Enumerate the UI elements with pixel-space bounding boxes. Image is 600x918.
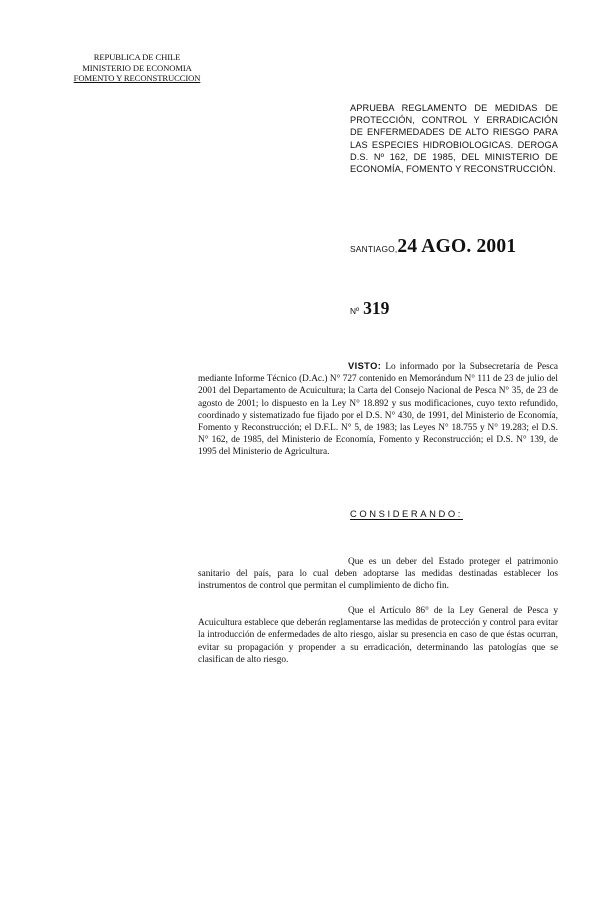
date-prefix: SANTIAGO, [350, 244, 398, 254]
considerando-paragraph-1: Que es un deber del Estado proteger el patrimonio sanitario del país, para lo cual deben adoptarse las medidas destinadas establecer los instrumentos de control que permitan el cumplimiento de dicho fin. [198, 557, 558, 592]
number-prefix: Nº [350, 306, 360, 316]
visto-paragraph [198, 360, 558, 459]
decree-number [350, 298, 389, 319]
decree-title: APRUEBA REGLAMENTO DE MEDIDAS DE PROTECCIÓN, CONTROL Y ERRADICACIÓN DE ENFERMEDADES DE ALTO RIESGO PARA LAS ESPECIES HIDROBIOLOGICAS. DEROGA D.S. Nº 162, DE 1985, DEL MINISTERIO DE ECONOMÍA, FOMENTO Y RECONSTRUCCIÓN. [350, 103, 558, 175]
date-value: 24 AGO. 2001 [397, 236, 517, 257]
visto-text: Lo informado por la Subsecretaría de Pesca mediante Informe Técnico (D.Ac.) N° 727 contenido en Memorándum N° 111 de 23 de julio del 2001 del Departamento de Acuicultura; la Carta del Consejo Nacional de Pesca N° 35, de 23 de agosto de 2001; lo dispuesto en la Ley N° 18.892 y sus modificaciones, cuyo texto refundido, coordinado y sistematizado fue fijado por el D.S. N° 430, de 1991, del Ministerio de Economía, Fomento y Reconstrucción; el D.F.L. N° 5, de 1983; las Leyes N° 18.755 y N° 19.283; el D.S. N° 162, de 1985, del Ministerio de Economía, Fomento y Reconstrucción; el D.S. N° 139, de 1995 del Ministerio de Agricultura. [198, 362, 558, 458]
decree-date [350, 236, 516, 258]
number-value: 319 [363, 298, 390, 318]
letterhead-country: REPUBLICA DE CHILE [93, 52, 181, 62]
considerando-paragraph-2: Que el Artículo 86° de la Ley General de Pesca y Acuicultura establece que deberán reglamentarse las medidas de protección y control para evitar la introducción de enfermedades de alto riesgo, aislar su presencia en caso de que éstas ocurran, evitar su propagación y propender a su erradicación, determinando las patologías que se clasifican de alto riesgo. [198, 606, 558, 665]
letterhead-ministry: MINISTERIO DE ECONOMIA [82, 62, 192, 73]
considerando-heading: CONSIDERANDO: [350, 508, 463, 519]
letterhead [52, 52, 222, 84]
visto-lead: VISTO: [348, 361, 382, 371]
letterhead-division: FOMENTO Y RECONSTRUCCION [73, 73, 201, 83]
